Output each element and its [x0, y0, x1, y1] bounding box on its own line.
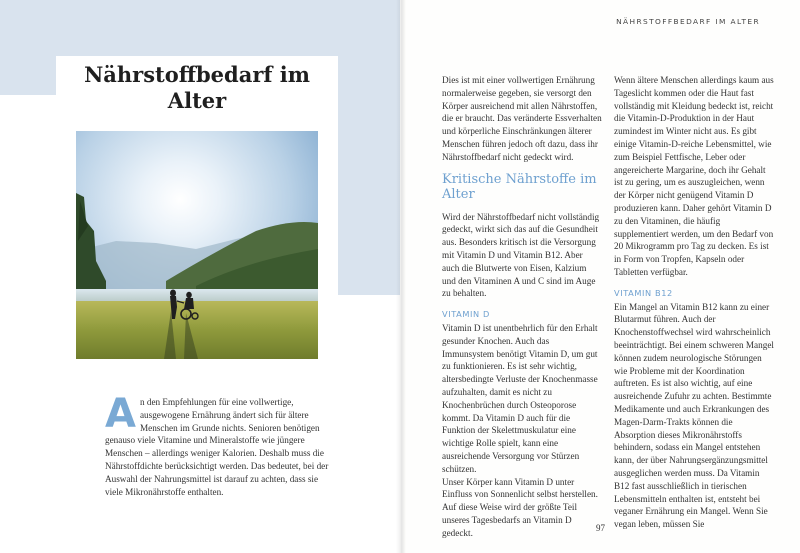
book-gutter [396, 0, 406, 553]
paragraph: Unser Körper kann Vitamin D unter Einfluss von Sonnenlicht selbst herstellen. Auf diese Weise wird der größte Teil unseres Tagesbedarfs an Vitamin D gedeckt. [442, 476, 598, 538]
text-column-1 [442, 74, 602, 540]
intro-text: n den Empfehlungen für eine vollwertige, ausgewogene Ernährung ändert sich für ältere Menschen im Grunde nichts. Senioren benötigen genauso viele Vitamine und Mineralstoffe wie jüngere Menschen – allerdings weniger Kalorien. Deshalb muss die Nährstoffdichte berücksichtigt werden. Das bedeutet, bei der Auswahl der Nahrungsmittel ist darauf zu achten, dass sie viele Mikronährstoffe enthalten. [105, 397, 329, 497]
intro-paragraph [105, 391, 337, 498]
dropcap: A [105, 391, 136, 437]
page-number: 97 [596, 523, 605, 533]
text-column-2 [614, 74, 774, 531]
subheading-vitamin-b12: VITAMIN B12 [614, 287, 673, 298]
paragraph: Wird der Nährstoffbedarf nicht vollständig gedeckt, wirkt sich das auf die Gesundheit aus. Besonders kritisch ist die Versorgung mit Vitamin D und Vitamin B12. Aber auch die Blutwerte von Eisen, Kalzium und den Vitaminen A und C sind im Auge zu behalten. [442, 211, 600, 299]
running-head: NÄHRSTOFFBEDARF IM ALTER [616, 17, 760, 26]
paragraph: Vitamin D ist unentbehrlich für den Erhalt gesunder Knochen. Auch das Immunsystem benötigt Vitamin D, um gut zu funktionieren. Es ist sehr wichtig, altersbedingte Verluste der Knochenmasse aufzuhalten, damit es nicht zu Knochenbrüchen durch Osteoporose kommt. Da Vitamin D auch für die Funktion der Skelettmuskulatur eine wichtige Rolle spielt, kann eine ausreichende Versorgung vor Stürzen schützen. [442, 322, 598, 474]
subheading-vitamin-d: VITAMIN D [442, 309, 490, 320]
section-heading: Kritische Nährstoffe im Alter [442, 171, 597, 202]
chapter-title: Nährstoffbedarf im Alter [84, 62, 310, 113]
side-color-band [338, 95, 400, 295]
photo-elderly-in-wheelchair-by-lake [76, 131, 318, 359]
paragraph: Dies ist mit einer vollwertigen Ernährung normalerweise gegeben, sie versorgt den Körper ausreichend mit allen Nährstoffen, die er braucht. Das veränderte Essverhalten und körperliche Einschränkungen älterer Menschen führen jedoch oft dazu, dass ihr Nährstoffbedarf nicht gedeckt wird. [442, 75, 602, 162]
paragraph: Wenn ältere Menschen allerdings kaum aus Tageslicht kommen oder die Haut fast vollständig mit Kleidung bedeckt ist, reicht die Vitamin-D-Produktion in der Haut zumindest im Winter nicht aus. Es gibt einige Vitamin-D-reiche Lebensmittel, wie zum Beispiel Fettfische, Leber oder angereicherte Margarine, doch ihr Gehalt ist zu gering, um es auszugleichen, wenn der Körper nicht genügend Vitamin D produzieren kann. Daher gehört Vitamin D zu den Vitaminen, die häufig supplementiert werden, um den Bedarf von 20 Mikrogramm pro Tag zu decken. Es ist in Form von Tropfen, Kapseln oder Tabletten verfügbar. [614, 75, 774, 277]
paragraph: Ein Mangel an Vitamin B12 kann zu einer Blutarmut führen. Auch der Knochenstoffwechsel wird wahrscheinlich beeinträchtigt. Bei einem schweren Mangel können zudem neurologische Störungen wie Probleme mit der Koordination auftreten. Es ist also wichtig, auf eine ausreichende Zufuhr zu achten. Bestimmte Medikamente und auch Erkrankungen des Magen-Darm-Trakts können die Absorption dieses Mikronährstoffs behindern, sodass ein Mangel entstehen kann, der über Nahrungsergänzungsmittel ausgeglichen werden muss. Da Vitamin B12 fast ausschließlich in tierischen Lebensmitteln enthalten ist, entsteht bei veganer Ernährung ein Mangel. Wenn Sie vegan leben, müssen Sie [614, 301, 774, 530]
